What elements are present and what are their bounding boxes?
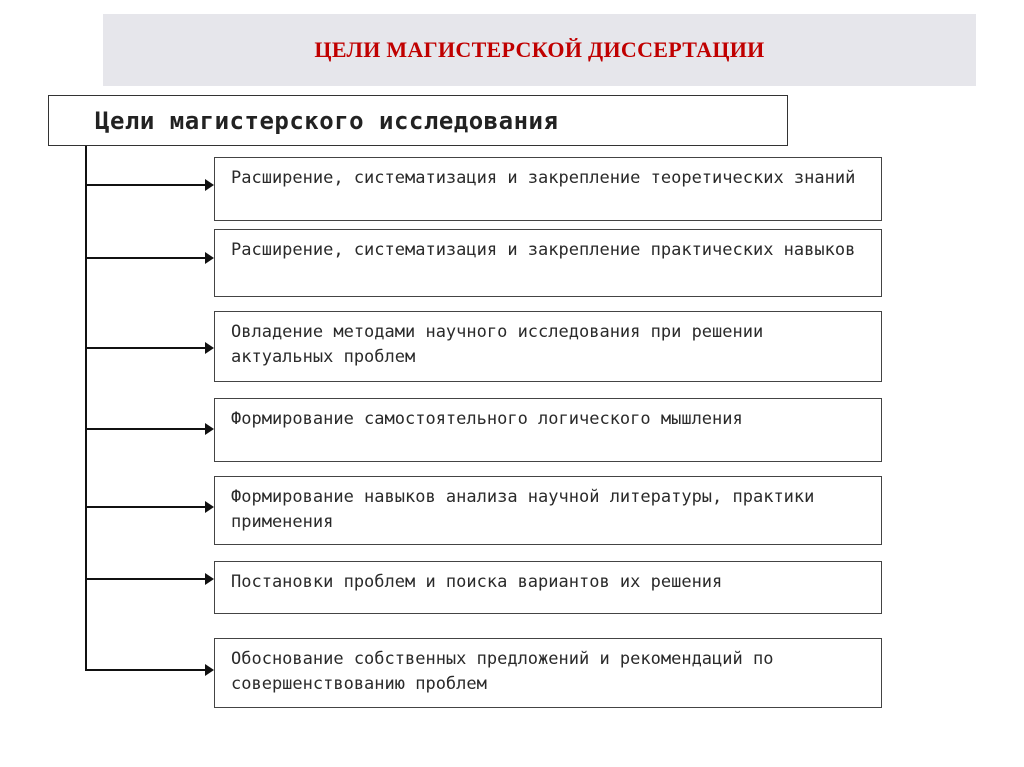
goal-node-label: Обоснование собственных предложений и рекомендаций по совершенствованию проблем xyxy=(231,649,774,694)
goal-node-label: Формирование навыков анализа научной литературы, практики применения xyxy=(231,487,815,532)
root-node-label: Цели магистерского исследования xyxy=(95,106,559,135)
goal-node xyxy=(214,398,882,462)
goal-node xyxy=(214,476,882,545)
goal-node-label: Формирование самостоятельного логического мышления xyxy=(231,409,743,429)
goal-node-label: Расширение, систематизация и закрепление практических навыков xyxy=(231,240,856,260)
connector-arrow xyxy=(86,578,206,580)
connector-arrow xyxy=(86,669,206,671)
connector-arrow xyxy=(86,506,206,508)
goal-node xyxy=(214,638,882,708)
connector-arrow xyxy=(86,428,206,430)
goal-node-label: Постановки проблем и поиска вариантов их решения xyxy=(231,572,723,592)
connector-arrow xyxy=(86,184,206,186)
connector-arrow xyxy=(86,347,206,349)
slide-title-band xyxy=(103,14,976,86)
goal-node xyxy=(214,561,882,614)
goal-node-label: Расширение, систематизация и закрепление теоретических знаний xyxy=(231,168,856,188)
slide-title: ЦЕЛИ МАГИСТЕРСКОЙ ДИССЕРТАЦИИ xyxy=(314,37,765,62)
goal-node xyxy=(214,157,882,221)
goal-node xyxy=(214,311,882,382)
connector-arrow xyxy=(86,257,206,259)
goal-node-label: Овладение методами научного исследования при решении актуальных проблем xyxy=(231,322,764,367)
trunk-line xyxy=(85,146,87,671)
root-node xyxy=(48,95,788,146)
goal-node xyxy=(214,229,882,297)
